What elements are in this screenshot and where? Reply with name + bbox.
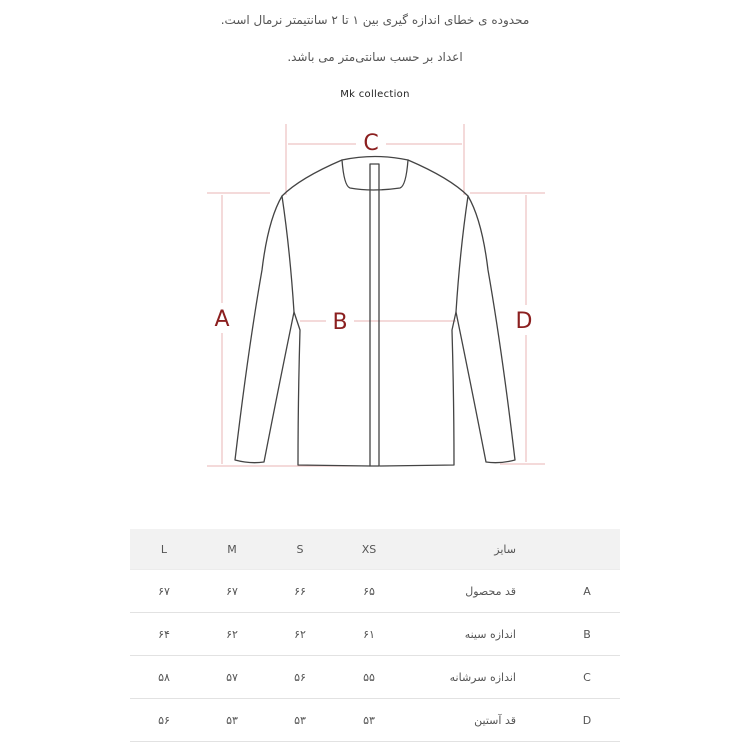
cell-l: ۶۷ (130, 570, 198, 613)
cell-key: C (554, 656, 620, 699)
cell-s: ۵۳ (266, 699, 334, 742)
zipper (370, 164, 379, 466)
header-s: S (266, 529, 334, 570)
size-table (130, 529, 620, 742)
cell-key: D (554, 699, 620, 742)
brand-name: Mk collection (340, 89, 410, 100)
measurement-error-note: محدوده ی خطای اندازه گیری بین ۱ تا ۲ سانتیمتر نرمال است. (220, 13, 530, 27)
armhole-left (282, 196, 294, 312)
cell-xs: ۵۵ (334, 656, 404, 699)
header-key (554, 529, 620, 570)
table-row (130, 699, 620, 742)
cell-measure-name: اندازه سرشانه (404, 656, 554, 699)
cell-s: ۶۲ (266, 613, 334, 656)
cell-measure-name: قد آستین (404, 699, 554, 742)
table-header-row (130, 529, 620, 570)
cell-m: ۶۷ (198, 570, 266, 613)
cell-m: ۶۲ (198, 613, 266, 656)
cell-xs: ۵۳ (334, 699, 404, 742)
table-row (130, 613, 620, 656)
cell-m: ۵۷ (198, 656, 266, 699)
units-note: اعداد بر حسب سانتی‌متر می باشد. (287, 50, 463, 64)
label-d: D (515, 309, 533, 334)
cell-xs: ۶۱ (334, 613, 404, 656)
label-b: B (332, 310, 348, 335)
cell-xs: ۶۵ (334, 570, 404, 613)
table-row (130, 656, 620, 699)
cell-l: ۵۸ (130, 656, 198, 699)
cell-key: A (554, 570, 620, 613)
header-xs: XS (334, 529, 404, 570)
cell-l: ۶۴ (130, 613, 198, 656)
cell-s: ۶۶ (266, 570, 334, 613)
header-m: M (198, 529, 266, 570)
cell-l: ۵۶ (130, 699, 198, 742)
armhole-right (456, 196, 468, 312)
label-a: A (214, 307, 230, 332)
collar (342, 157, 408, 191)
cell-s: ۵۶ (266, 656, 334, 699)
cell-key: B (554, 613, 620, 656)
table-row (130, 570, 620, 613)
jacket-right-side (380, 160, 515, 466)
cell-measure-name: قد محصول (404, 570, 554, 613)
cell-measure-name: اندازه سینه (404, 613, 554, 656)
jacket-outline (235, 157, 515, 467)
header-size: سایز (404, 529, 554, 570)
label-c: C (363, 131, 379, 156)
cell-m: ۵۳ (198, 699, 266, 742)
header-l: L (130, 529, 198, 570)
